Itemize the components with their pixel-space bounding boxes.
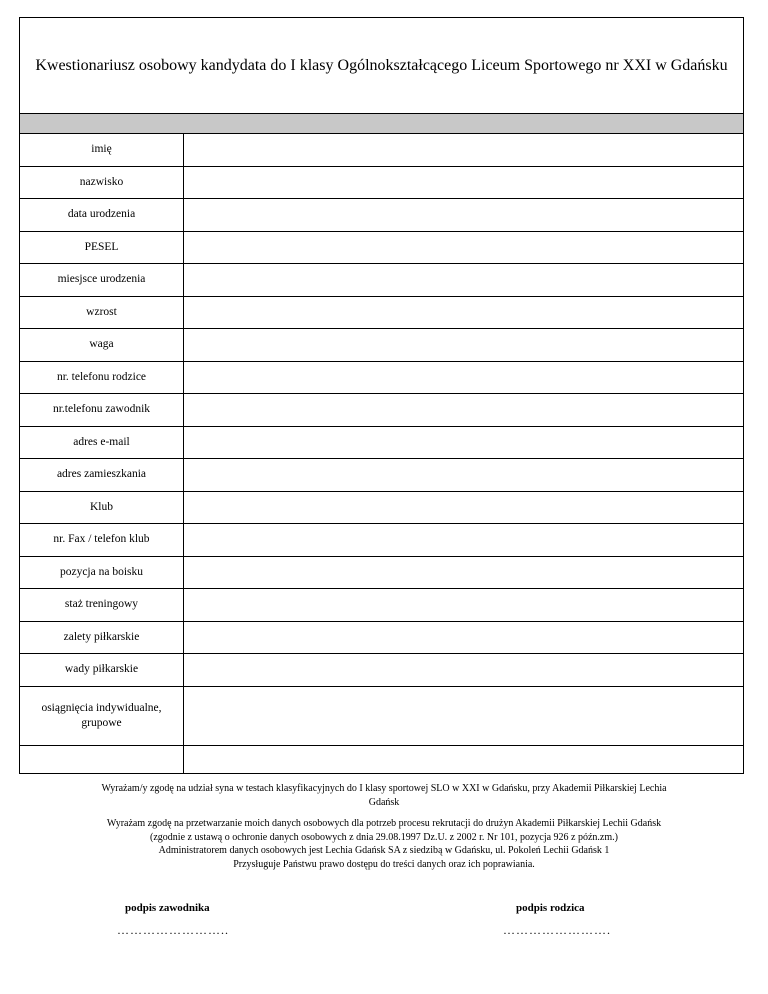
form-title: Kwestionariusz osobowy kandydata do I klasy Ogólnokształcącego Liceum Sportowego nr XXI w Gdańsku	[35, 56, 728, 74]
table-row	[20, 297, 743, 330]
header-separator-bar	[20, 113, 743, 134]
table-row	[20, 687, 743, 746]
table-row	[20, 134, 743, 167]
consent-section	[100, 782, 668, 871]
consent-data-processing-text: Wyrażam zgodę na przetwarzanie moich danych osobowych dla potrzeb procesu rekrutacji do drużyn Akademii Piłkarskiej Lechii Gdańsk (zgodnie z ustawą o ochronie danych osobowych z dnia 29.08.1997 Dz.U. z 2002 r. Nr 101, pozycja 926 z późn.zm.)	[106, 818, 662, 843]
administrator-text: Administratorem danych osobowych jest Lechia Gdańsk SA z siedzibą w Gdańsku, ul. Pokoleń Lechii Gdańsk 1	[158, 845, 610, 856]
field-value-cell[interactable]	[184, 459, 743, 491]
field-value-cell[interactable]	[184, 654, 743, 686]
field-value-cell[interactable]	[184, 687, 743, 745]
consent-test-text: Wyrażam/y zgodę na udział syna w testach klasyfikacyjnych do I klasy sportowej SLO w XXI w Gdańsku, przy Akademii Piłkarskiej Lechia Gdańsk	[101, 783, 667, 808]
field-label: adres e-mail	[20, 427, 184, 459]
field-label: nr. telefonu rodzice	[20, 362, 184, 394]
field-label: Klub	[20, 492, 184, 524]
field-label: adres zamieszkania	[20, 459, 184, 491]
field-label: wady piłkarskie	[20, 654, 184, 686]
field-value-cell[interactable]	[184, 427, 743, 459]
table-row	[20, 589, 743, 622]
field-value-cell[interactable]	[184, 557, 743, 589]
parent-signature-label: podpis rodzica	[516, 902, 585, 914]
table-row	[20, 167, 743, 200]
table-row	[20, 557, 743, 590]
field-label: zalety piłkarskie	[20, 622, 184, 654]
field-label: nr. Fax / telefon klub	[20, 524, 184, 556]
field-label: staż treningowy	[20, 589, 184, 621]
questionnaire-form	[19, 17, 744, 774]
table-row	[20, 264, 743, 297]
field-value-cell[interactable]	[184, 362, 743, 394]
field-value-cell[interactable]	[184, 394, 743, 426]
field-value-cell[interactable]	[184, 589, 743, 621]
table-row	[20, 492, 743, 525]
field-value-cell[interactable]	[184, 134, 743, 166]
table-row	[20, 427, 743, 460]
field-value-cell[interactable]	[184, 297, 743, 329]
field-value-cell[interactable]	[184, 167, 743, 199]
table-row	[20, 232, 743, 265]
field-label: nazwisko	[20, 167, 184, 199]
table-row	[20, 329, 743, 362]
table-row	[20, 654, 743, 687]
table-row	[20, 394, 743, 427]
table-row	[20, 199, 743, 232]
field-value-cell[interactable]	[184, 622, 743, 654]
field-value-cell[interactable]	[184, 264, 743, 296]
field-label: wzrost	[20, 297, 184, 329]
field-value-cell[interactable]	[184, 329, 743, 361]
table-row	[20, 622, 743, 655]
field-value-cell[interactable]	[184, 492, 743, 524]
field-value-cell[interactable]	[184, 232, 743, 264]
field-label: imię	[20, 134, 184, 166]
field-label: data urodzenia	[20, 199, 184, 231]
field-label	[20, 746, 184, 774]
field-label: pozycja na boisku	[20, 557, 184, 589]
player-signature-line[interactable]: ……………………..	[117, 923, 229, 937]
player-signature-label: podpis zawodnika	[125, 902, 210, 914]
field-value-cell[interactable]	[184, 199, 743, 231]
table-row	[20, 362, 743, 395]
field-label: nr.telefonu zawodnik	[20, 394, 184, 426]
field-value-cell[interactable]	[184, 524, 743, 556]
fields-table	[20, 134, 743, 774]
rights-text: Przysługuje Państwu prawo dostępu do treści danych oraz ich poprawiania.	[233, 858, 535, 870]
field-label: waga	[20, 329, 184, 361]
table-row	[20, 459, 743, 492]
parent-signature-line[interactable]: …………………….	[503, 923, 611, 937]
field-label: osiągnięcia indywidualne, grupowe	[20, 687, 184, 745]
field-label: miesjsce urodzenia	[20, 264, 184, 296]
table-row	[20, 524, 743, 557]
field-value-cell[interactable]	[184, 745, 743, 774]
table-row	[20, 746, 743, 774]
field-label: PESEL	[20, 232, 184, 264]
